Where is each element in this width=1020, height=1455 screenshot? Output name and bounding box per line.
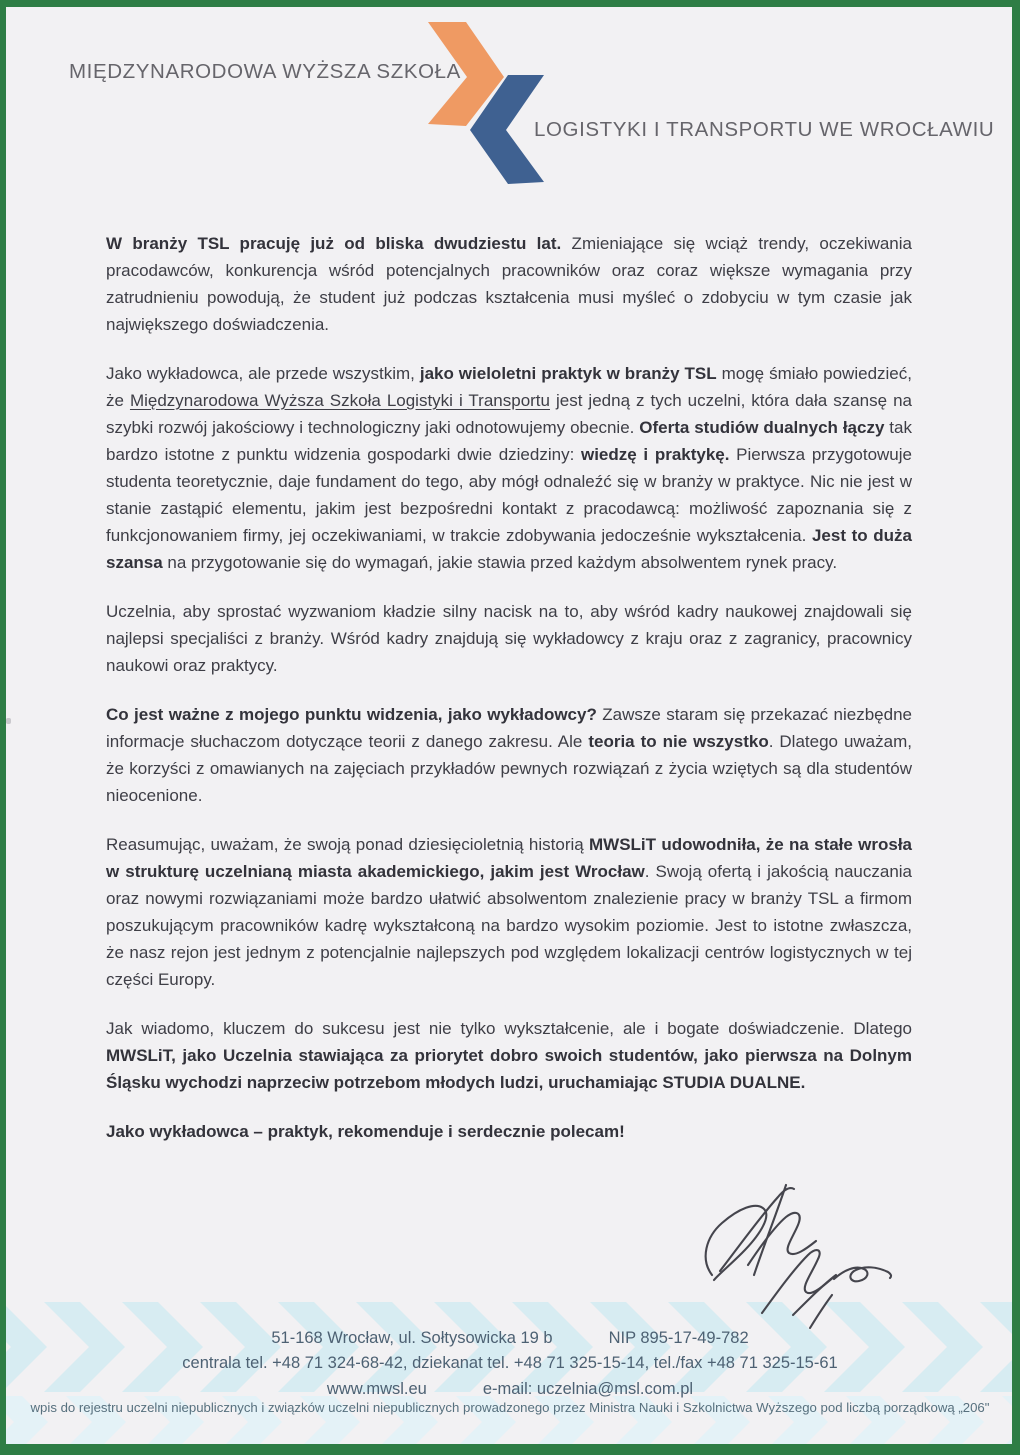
footer-phones-line (0, 1351, 1020, 1375)
footer-web-line (0, 1377, 1020, 1401)
paragraph: Reasumując, uważam, że swoją ponad dziesięcioletnią historią MWSLiT udowodniła, że na stałe wrosła w strukturę uczelnianą miasta akademickiego, jakim jest Wrocław. Swoją ofertą i jakością nauczania oraz nowymi rozwiązaniami może bardzo ułatwić absolwentom znalezienie pracy w branży TSL a firmom poszukującym pracowników kadrę wykształconą na bardzo wysokim poziomie. Jest to istotne zwłaszcza, że nasz rejon jest jednym z potencjalnie najlepszych pod względem lokalizacji centrów logistycznych w tej części Europy. (106, 835, 912, 989)
school-logo (420, 5, 580, 200)
letter-paragraphs (106, 230, 912, 1145)
letter-body (106, 230, 912, 1167)
school-name-top: MIĘDZYNARODOWA WYŻSZA SZKOŁA (69, 60, 461, 83)
footer-email: e-mail: uczelnia@msl.com.pl (482, 1380, 694, 1398)
signature-scribble-icon (698, 1183, 898, 1333)
handwritten-signature (698, 1183, 898, 1338)
paragraph: Jak wiadomo, kluczem do sukcesu jest nie tylko wykształcenie, ale i bogate doświadczenie. Dlatego MWSLiT, jako Uczelnia stawiająca za priorytet dobro swoich studentów, jako pierwsza na Dolnym Śląsku wychodzi naprzeciw potrzebom młodych ludzi, uruchamiając STUDIA DUALNE. (106, 1019, 912, 1092)
school-name-bottom: LOGISTYKI I TRANSPORTU WE WROCŁAWIU (534, 118, 995, 141)
paragraph: Jako wykładowca – praktyk, rekomenduje i serdecznie polecam! (106, 1122, 625, 1141)
paragraph: W branży TSL pracuję już od bliska dwudziestu lat. Zmieniające się wciąż trendy, oczekiwania pracodawców, konkurencja wśród potencjalnych pracowników oraz coraz większe wymagania przy zatrudnieniu powodują, że student już podczas kształcenia musi myśleć o zdobyciu w tym czasie jak największego doświadczenia. (106, 234, 912, 334)
footer-nip: NIP 895-17-49-782 (608, 1329, 749, 1347)
footer-address: 51-168 Wrocław, ul. Sołtysowicka 19 b (271, 1329, 553, 1347)
paragraph: Jako wykładowca, ale przede wszystkim, jako wieloletni praktyk w branży TSL mogę śmiało powiedzieć, że Międzynarodowa Wyższa Szkoła Logistyki i Transportu jest jedną z tych uczelni, która dała szansę na szybki rozwój jakościowy i technologiczny jaki odnotowujemy obecnie. Oferta studiów dualnych łączy tak bardzo istotne z punktu widzenia gospodarki dwie dziedziny: wiedzę i praktykę. Pierwsza przygotowuje studenta teoretycznie, daje fundament do tego, aby mógł odnaleźć się w branży w praktyce. Nic nie jest w stanie zastąpić elementu, jakim jest bezpośredni kontakt z pracodawcą: możliwość zapoznania się z funkcjonowaniem firmy, jej oczekiwaniami, w trakcie zdobywania jedocześnie wykształcenia. Jest to duża szansa na przygotowanie się do wymagań, jakie stawia przed każdym absolwentem rynek pracy. (106, 364, 912, 572)
scan-artifact (6, 718, 11, 724)
paragraph: Uczelnia, aby sprostać wyzwaniom kładzie silny nacisk na to, aby wśród kadry naukowej znajdowali się najlepsi specjaliści z branży. Wśród kadry znajdują się wykładowcy z kraju oraz z zagranicy, pracownicy naukowi oraz praktycy. (106, 602, 912, 675)
paragraph: Co jest ważne z mojego punktu widzenia, jako wykładowcy? Zawsze staram się przekazać niezbędne informacje słuchaczom dotyczące teorii z danego zakresu. Ale teoria to nie wszystko. Dlatego uważam, że korzyści z omawianych na zajęciach przykładów pewnych rozwiązań z życia wziętych są dla studentów nieocenione. (106, 705, 912, 805)
footer-phones: centrala tel. +48 71 324-68-42, dziekanat tel. +48 71 325-15-14, tel./fax +48 71 325-15-61 (182, 1354, 838, 1372)
footer-registry-note: wpis do rejestru uczelni niepublicznych i związków uczelni niepublicznych prowadzonego przez Ministra Nauki i Szkolnictwa Wyższego pod liczbą porządkową „206" (30, 1400, 990, 1415)
footer-www: www.mwsl.eu (326, 1380, 427, 1398)
